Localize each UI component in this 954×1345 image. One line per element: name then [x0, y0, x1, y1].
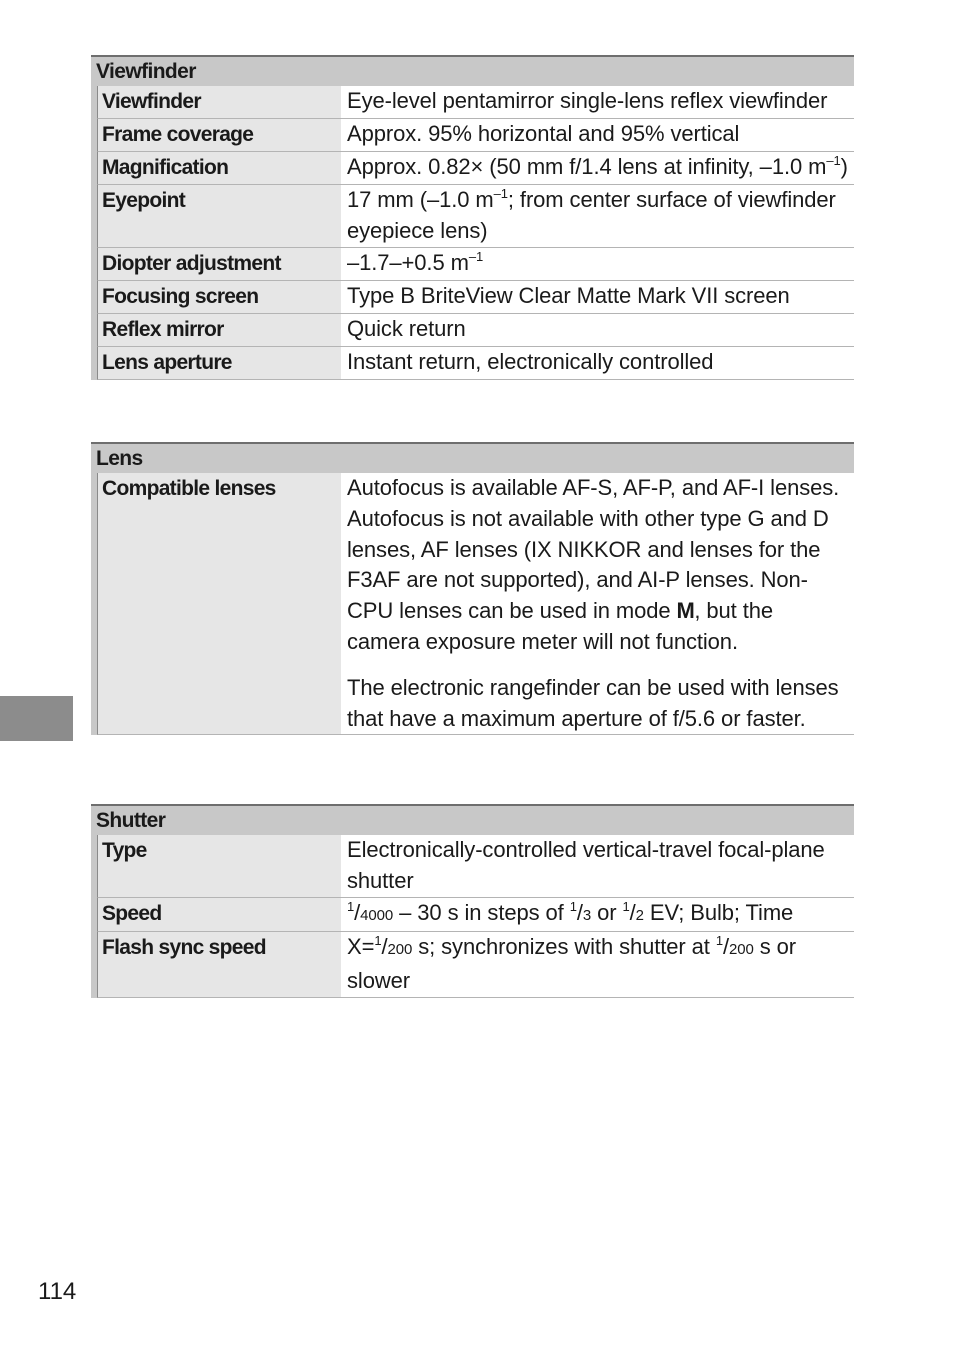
spec-row-diopter-adjustment	[97, 248, 854, 281]
spec-value: X=$^1$/200 s; synchronizes with shutter at $^1$/200 s or slower	[347, 933, 797, 994]
page-number: 114	[38, 1278, 77, 1305]
spec-row-type	[97, 835, 854, 898]
spec-row-frame-coverage	[97, 119, 854, 152]
spec-row-focusing-screen	[97, 281, 854, 314]
spec-row-flash-sync-speed	[97, 932, 854, 998]
spec-row-reflex-mirror	[97, 314, 854, 347]
spec-row-magnification	[97, 152, 854, 185]
spec-label: Magnification	[98, 152, 341, 184]
section-title-lens: Lens	[91, 442, 854, 473]
spec-row-eyepoint	[97, 185, 854, 248]
spec-value: Electronically-controlled vertical-travel focal-plane shutter	[347, 837, 825, 893]
chapter-tab	[0, 696, 73, 741]
spec-label: Reflex mirror	[98, 314, 341, 346]
spec-value: Type B BriteView Clear Matte Mark VII screen	[347, 282, 790, 308]
spec-row-viewfinder	[97, 86, 854, 119]
section-title-viewfinder: Viewfinder	[91, 55, 854, 86]
compatible-lenses-paragraph-1: Autofocus is available AF-S, AF-P, and AF-I lenses. Autofocus is not available with other type G and D lenses, AF lenses (IX NIKKOR and lenses for the F3AF are not supported), and AI-P lenses. Non-CPU lenses can be used in mode M, but the camera exposure meter will not function.	[347, 475, 840, 654]
spec-label: Frame coverage	[98, 119, 341, 151]
spec-value: $^1$/4000 – 30 s in steps of $^1$/3 or $^1$/2 EV; Bulb; Time	[347, 898, 794, 925]
spec-label: Diopter adjustment	[98, 248, 341, 280]
spec-label: Viewfinder	[98, 86, 341, 118]
spec-label: Eyepoint	[98, 185, 341, 247]
shutter-section	[91, 804, 854, 998]
spec-row-lens-aperture	[97, 347, 854, 380]
spec-label: Flash sync speed	[98, 932, 341, 997]
spec-value: Instant return, electronically controlled	[347, 348, 714, 374]
mode-m: M	[676, 598, 695, 624]
spec-value: Eye-level pentamirror single-lens reflex viewfinder	[347, 88, 828, 113]
section-title-shutter: Shutter	[91, 804, 854, 835]
spec-label: Speed	[98, 898, 341, 932]
compatible-lenses-paragraph-2: The electronic rangefinder can be used with lenses that have a maximum aperture of f/5.6 or faster.	[347, 674, 839, 731]
spec-label: Compatible lenses	[98, 473, 341, 734]
viewfinder-section	[91, 55, 854, 380]
spec-label: Lens aperture	[98, 347, 341, 379]
spec-value: –1.7–+0.5 $m^{-1}$	[347, 248, 484, 275]
spec-label: Focusing screen	[98, 281, 341, 313]
spec-value	[341, 473, 854, 734]
spec-value: 17 mm (–1.0 $m^{-1}$; from center surface of viewfinder eyepiece lens)	[347, 186, 836, 243]
spec-value: Approx. 0.82× (50 mm f/1.4 lens at infinity, –1.0 $m^{-1}$)	[347, 153, 848, 179]
spec-row-speed	[97, 898, 854, 933]
spec-row-compatible-lenses	[97, 473, 854, 735]
lens-section	[91, 442, 854, 735]
spec-value: Quick return	[347, 315, 466, 341]
spec-value: Approx. 95% horizontal and 95% vertical	[347, 121, 740, 146]
spec-label: Type	[98, 835, 341, 897]
